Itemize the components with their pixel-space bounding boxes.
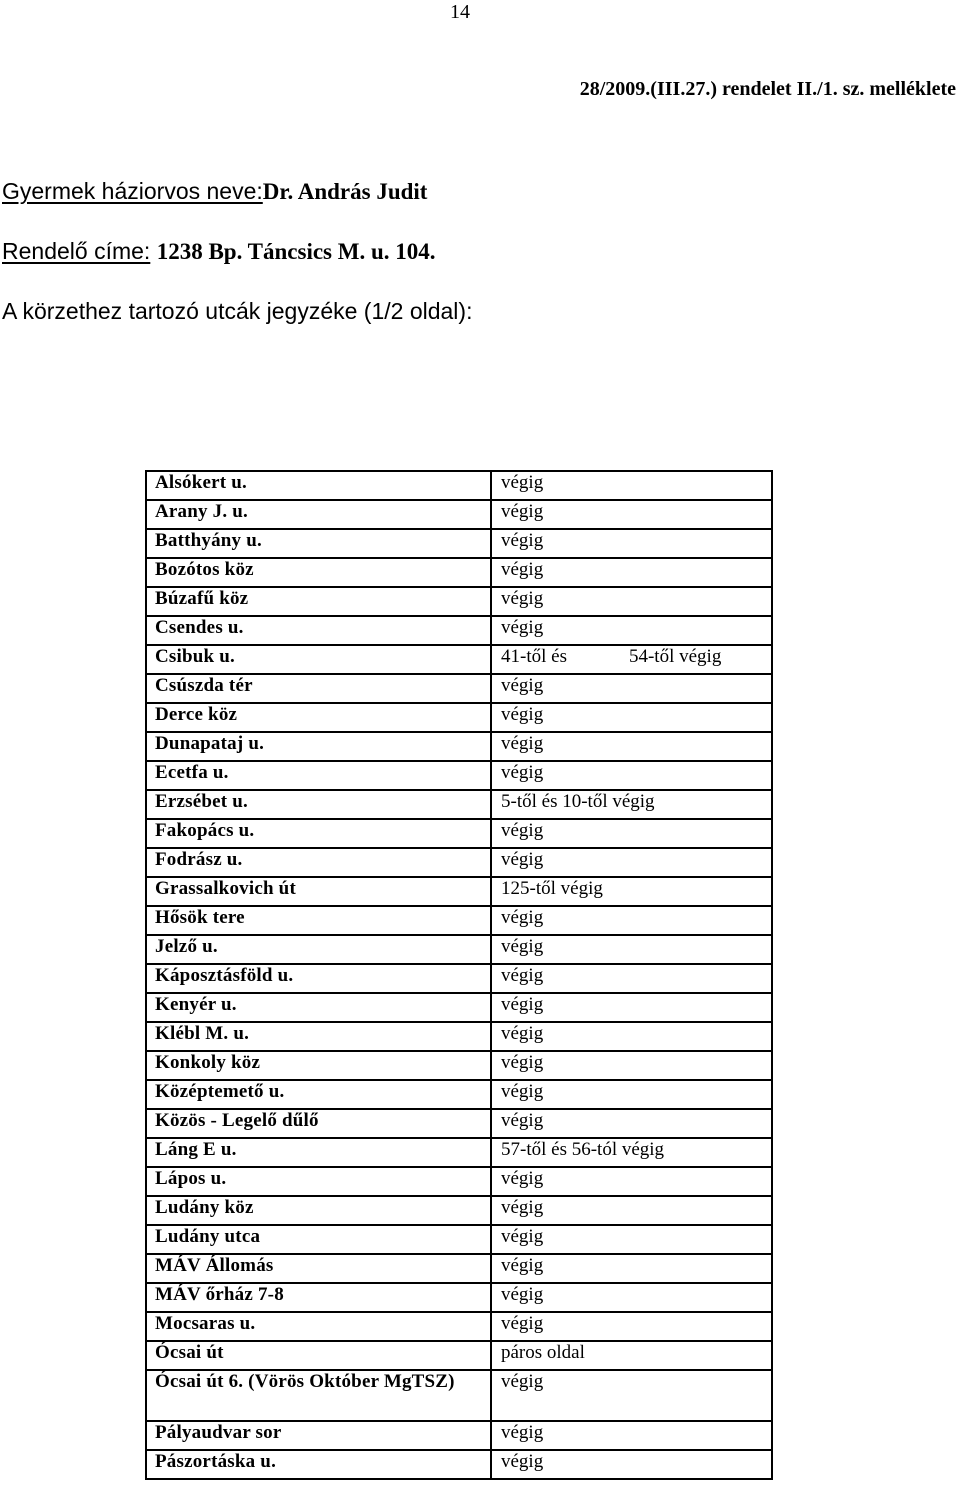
street-range-cell [491, 1370, 772, 1421]
street-range: végig [501, 965, 544, 986]
street-name: Ecetfa u. [146, 761, 491, 790]
street-range-cell [491, 1450, 772, 1479]
table-row [146, 964, 772, 993]
table-row [146, 1312, 772, 1341]
street-name: MÁV Állomás [146, 1254, 491, 1283]
street-range-cell [491, 1421, 772, 1450]
list-title: A körzethez tartozó utcák jegyzéke (1/2 oldal): [2, 298, 473, 324]
street-name: Fakopács u. [146, 819, 491, 848]
street-name: Csendes u. [146, 616, 491, 645]
street-range-cell [491, 1254, 772, 1283]
table-row [146, 1254, 772, 1283]
street-range: végig [501, 849, 544, 870]
street-name: Derce köz [146, 703, 491, 732]
street-name: Pályaudvar sor [146, 1421, 491, 1450]
table-row [146, 471, 772, 500]
street-range: 57-től és 56-tól végig [501, 1139, 665, 1160]
table-row [146, 1138, 772, 1167]
street-range-cell [491, 1080, 772, 1109]
street-range: végig [501, 1052, 544, 1073]
street-range-cell [491, 1167, 772, 1196]
table-row [146, 674, 772, 703]
street-range: végig [501, 820, 544, 841]
street-name: Láng E u. [146, 1138, 491, 1167]
table-row [146, 1109, 772, 1138]
street-range-cell [491, 1109, 772, 1138]
doctor-label: Gyermek háziorvos neve: [2, 178, 263, 204]
street-range-cell [491, 1225, 772, 1254]
table-row [146, 848, 772, 877]
street-range-cell [491, 471, 772, 500]
table-row [146, 1196, 772, 1225]
street-name: MÁV őrház 7-8 [146, 1283, 491, 1312]
street-name: Pászortáska u. [146, 1450, 491, 1479]
table-row [146, 1283, 772, 1312]
table-row [146, 1080, 772, 1109]
table-row [146, 1370, 772, 1421]
table-row [146, 935, 772, 964]
street-range-cell [491, 674, 772, 703]
street-range: végig [501, 1226, 544, 1247]
street-name: Dunapataj u. [146, 732, 491, 761]
street-range: végig [501, 704, 544, 725]
street-range-cell [491, 616, 772, 645]
table-row [146, 1450, 772, 1479]
street-range-cell [491, 1312, 772, 1341]
street-name: Fodrász u. [146, 848, 491, 877]
table-row [146, 819, 772, 848]
street-range-cell [491, 935, 772, 964]
page-number: 14 [450, 1, 470, 23]
street-range-cell [491, 1196, 772, 1225]
street-range-cell [491, 703, 772, 732]
street-range-cell [491, 761, 772, 790]
street-range: végig [501, 1422, 544, 1443]
street-name: Ócsai út [146, 1341, 491, 1370]
decree-reference: 28/2009.(III.27.) rendelet II./1. sz. melléklete [579, 78, 956, 100]
street-range: végig [501, 1313, 544, 1334]
street-range-cell [491, 1341, 772, 1370]
street-range-cell [491, 819, 772, 848]
street-name: Konkoly köz [146, 1051, 491, 1080]
street-range-cell [491, 1051, 772, 1080]
street-range: végig [501, 617, 544, 638]
street-range: végig [501, 588, 544, 609]
street-range-cell [491, 529, 772, 558]
table-row [146, 790, 772, 819]
table-row [146, 1421, 772, 1450]
doctor-line [2, 176, 427, 207]
street-range-cell [491, 877, 772, 906]
street-name: Kenyér u. [146, 993, 491, 1022]
street-range-cell [491, 645, 772, 674]
table-row [146, 906, 772, 935]
street-name: Közös - Legelő dűlő [146, 1109, 491, 1138]
street-range-cell [491, 790, 772, 819]
table-row [146, 1051, 772, 1080]
doctor-name: Dr. András Judit [262, 179, 428, 204]
table-row [146, 587, 772, 616]
street-range: végig [501, 1451, 544, 1472]
street-name: Arany J. u. [146, 500, 491, 529]
street-range: 125-től végig [501, 878, 603, 899]
street-range: végig [501, 1110, 544, 1131]
table-row [146, 732, 772, 761]
street-range-cell [491, 500, 772, 529]
table-row [146, 529, 772, 558]
address-label: Rendelő címe: [2, 238, 151, 264]
street-range-cell [491, 732, 772, 761]
street-range: végig [501, 1168, 544, 1189]
street-name: Lápos u. [146, 1167, 491, 1196]
street-range: végig [501, 501, 544, 522]
street-name: Csibuk u. [146, 645, 491, 674]
street-name: Ludány utca [146, 1225, 491, 1254]
table-row [146, 703, 772, 732]
street-range: végig [501, 762, 544, 783]
street-name: Középtemető u. [146, 1080, 491, 1109]
table-row [146, 993, 772, 1022]
street-name: Alsókert u. [146, 471, 491, 500]
street-range: végig [501, 907, 544, 928]
table-row [146, 558, 772, 587]
table-row [146, 616, 772, 645]
street-range: végig [501, 1081, 544, 1102]
table-row [146, 761, 772, 790]
street-range: végig [501, 472, 544, 493]
street-range: végig [501, 675, 544, 696]
table-row [146, 1167, 772, 1196]
street-range: végig [501, 530, 544, 551]
street-name: Mocsaras u. [146, 1312, 491, 1341]
address-line [2, 236, 436, 267]
table-row [146, 500, 772, 529]
table-row [146, 1341, 772, 1370]
street-range: végig [501, 994, 544, 1015]
street-name: Bozótos köz [146, 558, 491, 587]
table-row [146, 1022, 772, 1051]
street-range-cell [491, 993, 772, 1022]
street-range: páros oldal [501, 1342, 585, 1363]
street-name: Búzafű köz [146, 587, 491, 616]
street-table [145, 470, 773, 1480]
street-range: 41-től és [501, 646, 567, 667]
street-range: végig [501, 1197, 544, 1218]
street-range-cell [491, 964, 772, 993]
street-range-cell [491, 906, 772, 935]
table-row [146, 877, 772, 906]
street-name: Batthyány u. [146, 529, 491, 558]
street-name: Káposztásföld u. [146, 964, 491, 993]
street-range: végig [501, 559, 544, 580]
street-name: Grassalkovich út [146, 877, 491, 906]
street-range: végig [501, 1284, 544, 1305]
street-range-cell [491, 1283, 772, 1312]
table-row [146, 645, 772, 674]
street-range-cell [491, 587, 772, 616]
street-range: végig [501, 936, 544, 957]
street-table-body [146, 471, 772, 1479]
street-range-cell [491, 558, 772, 587]
table-row [146, 1225, 772, 1254]
street-range: végig [501, 733, 544, 754]
address-value: 1238 Bp. Táncsics M. u. 104. [156, 239, 436, 264]
street-name: Erzsébet u. [146, 790, 491, 819]
street-range: 5-től és 10-től végig [501, 791, 655, 812]
street-name: Jelző u. [146, 935, 491, 964]
street-name: Hősök tere [146, 906, 491, 935]
street-name: Ludány köz [146, 1196, 491, 1225]
street-name: Klébl M. u. [146, 1022, 491, 1051]
street-range-cell [491, 848, 772, 877]
street-range: végig [501, 1255, 544, 1276]
street-range-extra: 54-től végig [628, 646, 722, 667]
street-range-cell [491, 1138, 772, 1167]
street-name: Ócsai út 6. (Vörös Október MgTSZ) [146, 1370, 491, 1421]
street-range: végig [501, 1371, 544, 1392]
street-range-cell [491, 1022, 772, 1051]
street-name: Csúszda tér [146, 674, 491, 703]
street-range: végig [501, 1023, 544, 1044]
